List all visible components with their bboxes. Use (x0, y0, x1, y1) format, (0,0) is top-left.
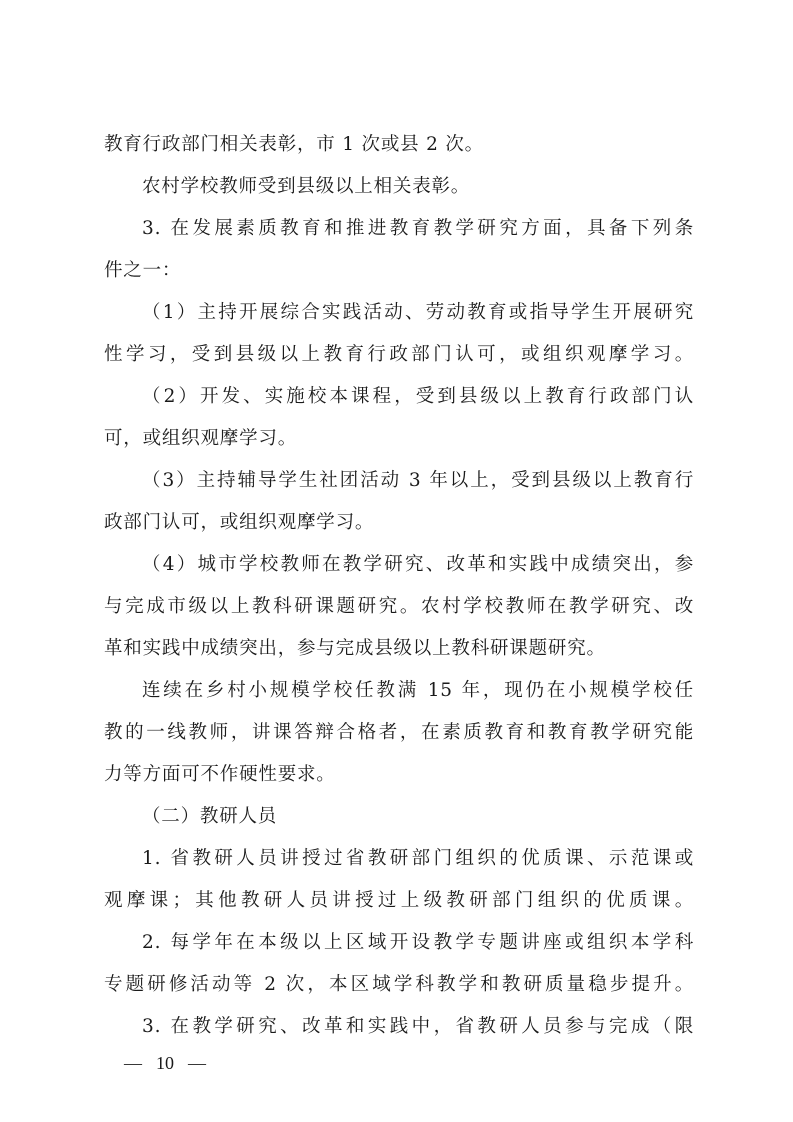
text-line: 2. 每学年在本级以上区域开设教学专题讲座或组织本学科 (142, 932, 694, 953)
text-line: 件之一： (104, 260, 182, 281)
text-line: （2）开发、实施校本课程，受到县级以上教育行政部门认 (142, 386, 694, 407)
text-line: 教育行政部门相关表彰，市 1 次或县 2 次。 (104, 134, 484, 155)
text-line: （1）主持开展综合实践活动、劳动教育或指导学生开展研究 (142, 302, 694, 323)
section-heading: （二）教研人员 (142, 806, 278, 827)
text-line: 教的一线教师，讲课答辩合格者，在素质教育和教育教学研究能 (104, 722, 694, 743)
text-line: 性学习，受到县级以上教育行政部门认可，或组织观摩学习。 (104, 344, 694, 365)
text-line: 农村学校教师受到县级以上相关表彰。 (142, 176, 471, 197)
page-footer (120, 1050, 210, 1076)
text-line: 连续在乡村小规模学校任教满 15 年，现仍在小规模学校任 (142, 680, 694, 701)
text-line: 专题研修活动等 2 次，本区域学科教学和教研质量稳步提升。 (104, 974, 694, 995)
text-line: （4）城市学校教师在教学研究、改革和实践中成绩突出，参 (142, 554, 694, 575)
footer-dash-left: — (124, 1053, 142, 1073)
text-line: 与完成市级以上教科研课题研究。农村学校教师在教学研究、改 (104, 596, 694, 617)
text-line: 3. 在发展素质教育和推进教育教学研究方面，具备下列条 (142, 218, 694, 239)
page-number: 10 (156, 1053, 174, 1073)
text-line: 3. 在教学研究、改革和实践中，省教研人员参与完成（限 (142, 1016, 694, 1037)
text-line: 可，或组织观摩学习。 (104, 428, 298, 449)
text-line: 力等方面可不作硬性要求。 (104, 764, 336, 785)
text-line: 政部门认可，或组织观摩学习。 (104, 512, 375, 533)
text-line: 1. 省教研人员讲授过省教研部门组织的优质课、示范课或 (142, 848, 694, 869)
footer-dash-right: — (188, 1053, 206, 1073)
text-line: 观摩课；其他教研人员讲授过上级教研部门组织的优质课。 (104, 890, 694, 911)
text-line: （3）主持辅导学生社团活动 3 年以上，受到县级以上教育行 (142, 470, 694, 491)
text-line: 革和实践中成绩突出，参与完成县级以上教科研课题研究。 (104, 638, 606, 659)
